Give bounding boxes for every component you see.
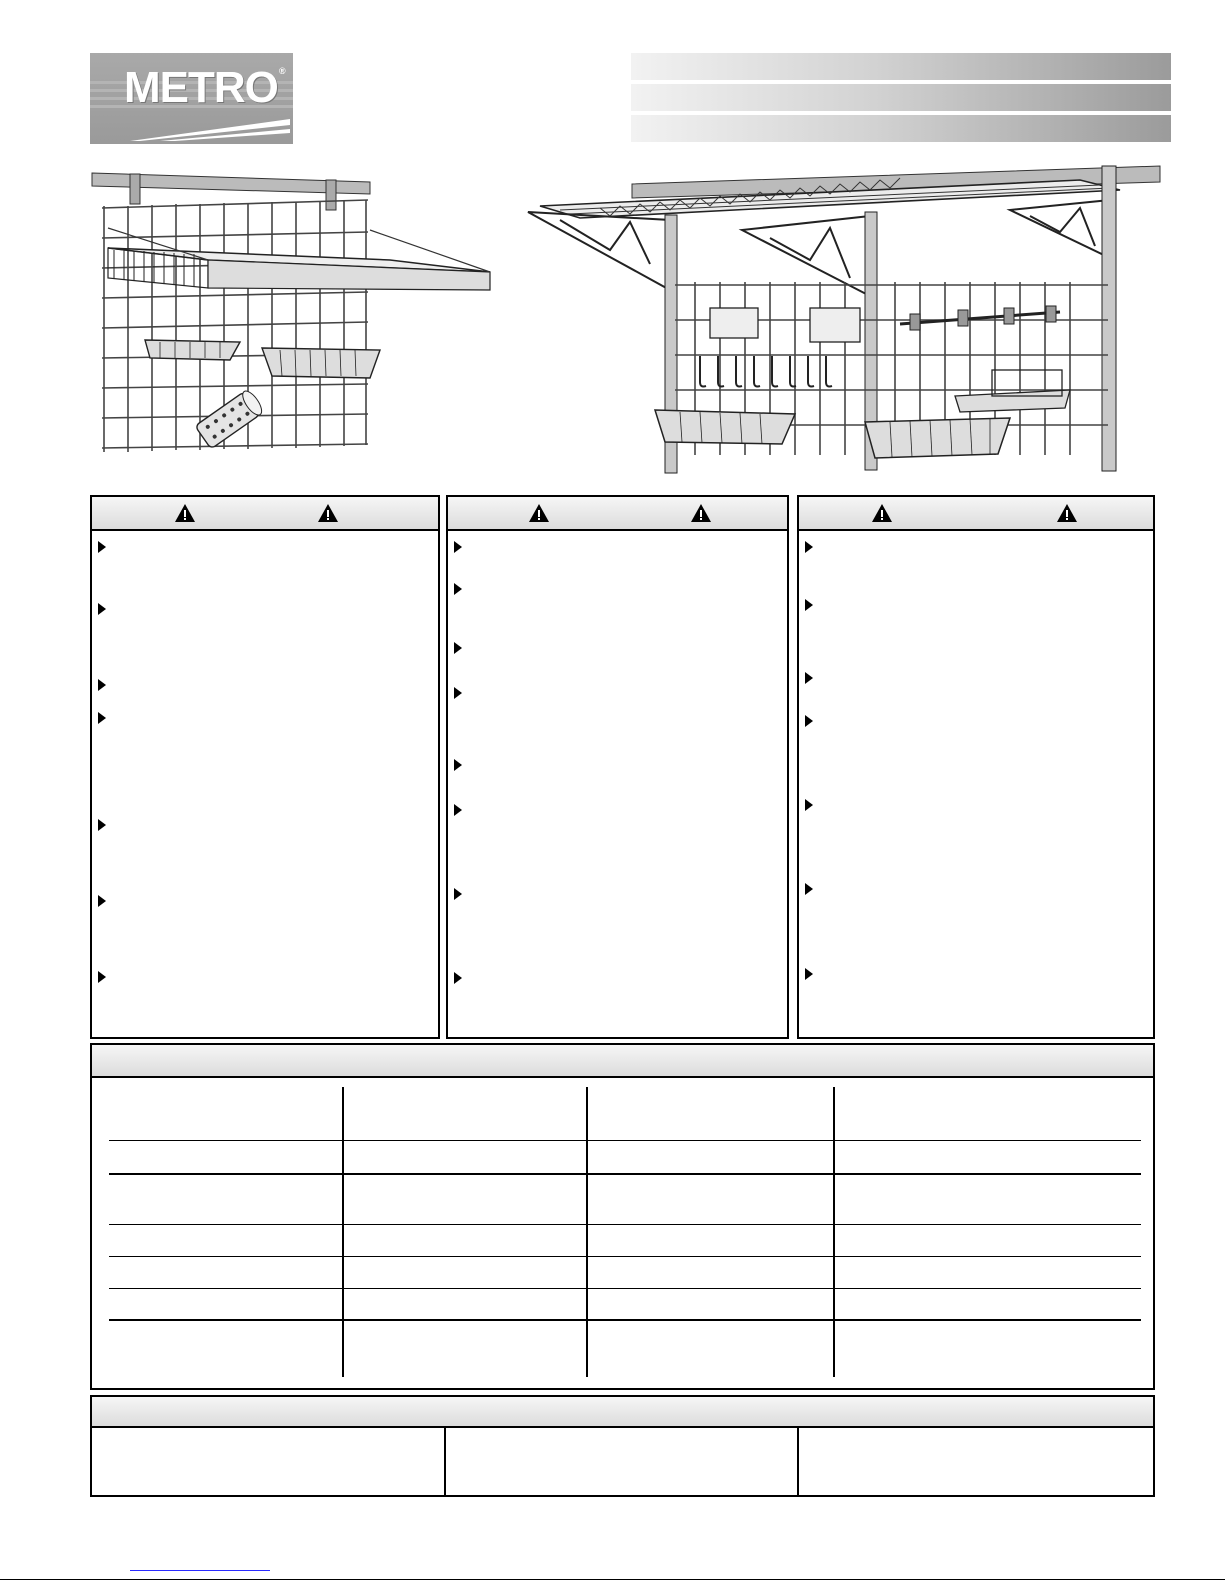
bullet-arrow-icon — [454, 583, 462, 595]
table-row-divider — [109, 1173, 1141, 1175]
warning-triangle-icon — [528, 503, 550, 523]
bullet-arrow-icon — [98, 603, 106, 615]
bullet-arrow-icon — [805, 672, 813, 684]
bullet-arrow-icon — [98, 819, 106, 831]
metro-logo — [90, 53, 293, 144]
bullet-arrow-icon — [805, 968, 813, 980]
warning-triangle-icon — [871, 503, 893, 523]
logo-trademark: ® — [279, 66, 286, 76]
bullet-arrow-icon — [805, 799, 813, 811]
warning-triangle-icon — [690, 503, 712, 523]
wall-grid-illustration — [90, 168, 500, 478]
table-row-divider — [109, 1256, 1141, 1257]
warning-triangle-icon — [1056, 503, 1078, 523]
logo-wordmark: METRO — [124, 63, 278, 112]
bullet-arrow-icon — [454, 888, 462, 900]
column-divider — [833, 1087, 835, 1377]
bullet-arrow-icon — [454, 972, 462, 984]
header-bar-2 — [631, 84, 1171, 111]
warning-box-3 — [797, 495, 1155, 1039]
bullet-arrow-icon — [805, 715, 813, 727]
table-row-divider — [109, 1319, 1141, 1321]
logo-swoosh-icon — [130, 111, 290, 141]
table-header-bar — [92, 1045, 1153, 1078]
bullet-arrow-icon — [454, 541, 462, 553]
bottom-info-box — [90, 1395, 1155, 1497]
warning-header-1 — [92, 497, 438, 531]
table-row-divider — [109, 1224, 1141, 1225]
bullet-arrow-icon — [454, 804, 462, 816]
warning-box-2 — [446, 495, 789, 1039]
bullet-arrow-icon — [98, 679, 106, 691]
table-row-divider — [109, 1288, 1141, 1289]
warning-header-2 — [448, 497, 787, 531]
column-divider — [444, 1428, 446, 1495]
shelving-unit-illustration — [520, 160, 1180, 480]
warning-header-3 — [799, 497, 1153, 531]
warning-triangle-icon — [174, 503, 196, 523]
bullet-arrow-icon — [454, 642, 462, 654]
warning-box-1 — [90, 495, 440, 1039]
column-divider — [797, 1428, 799, 1495]
bullet-arrow-icon — [805, 599, 813, 611]
bullet-arrow-icon — [98, 895, 106, 907]
column-divider — [586, 1087, 588, 1377]
bullet-arrow-icon — [454, 759, 462, 771]
footer-link-underline[interactable] — [130, 1570, 270, 1571]
header-bar-3 — [631, 115, 1171, 142]
specification-table — [90, 1043, 1155, 1390]
footer-rule — [0, 1579, 1225, 1580]
table-row-divider — [109, 1140, 1141, 1141]
bullet-arrow-icon — [454, 687, 462, 699]
bottom-header-bar — [92, 1397, 1153, 1428]
warning-triangle-icon — [317, 503, 339, 523]
header-bar-1 — [631, 53, 1171, 80]
bullet-arrow-icon — [805, 883, 813, 895]
bullet-arrow-icon — [98, 712, 106, 724]
bullet-arrow-icon — [805, 541, 813, 553]
bullet-arrow-icon — [98, 971, 106, 983]
bullet-arrow-icon — [98, 541, 106, 553]
column-divider — [342, 1087, 344, 1377]
